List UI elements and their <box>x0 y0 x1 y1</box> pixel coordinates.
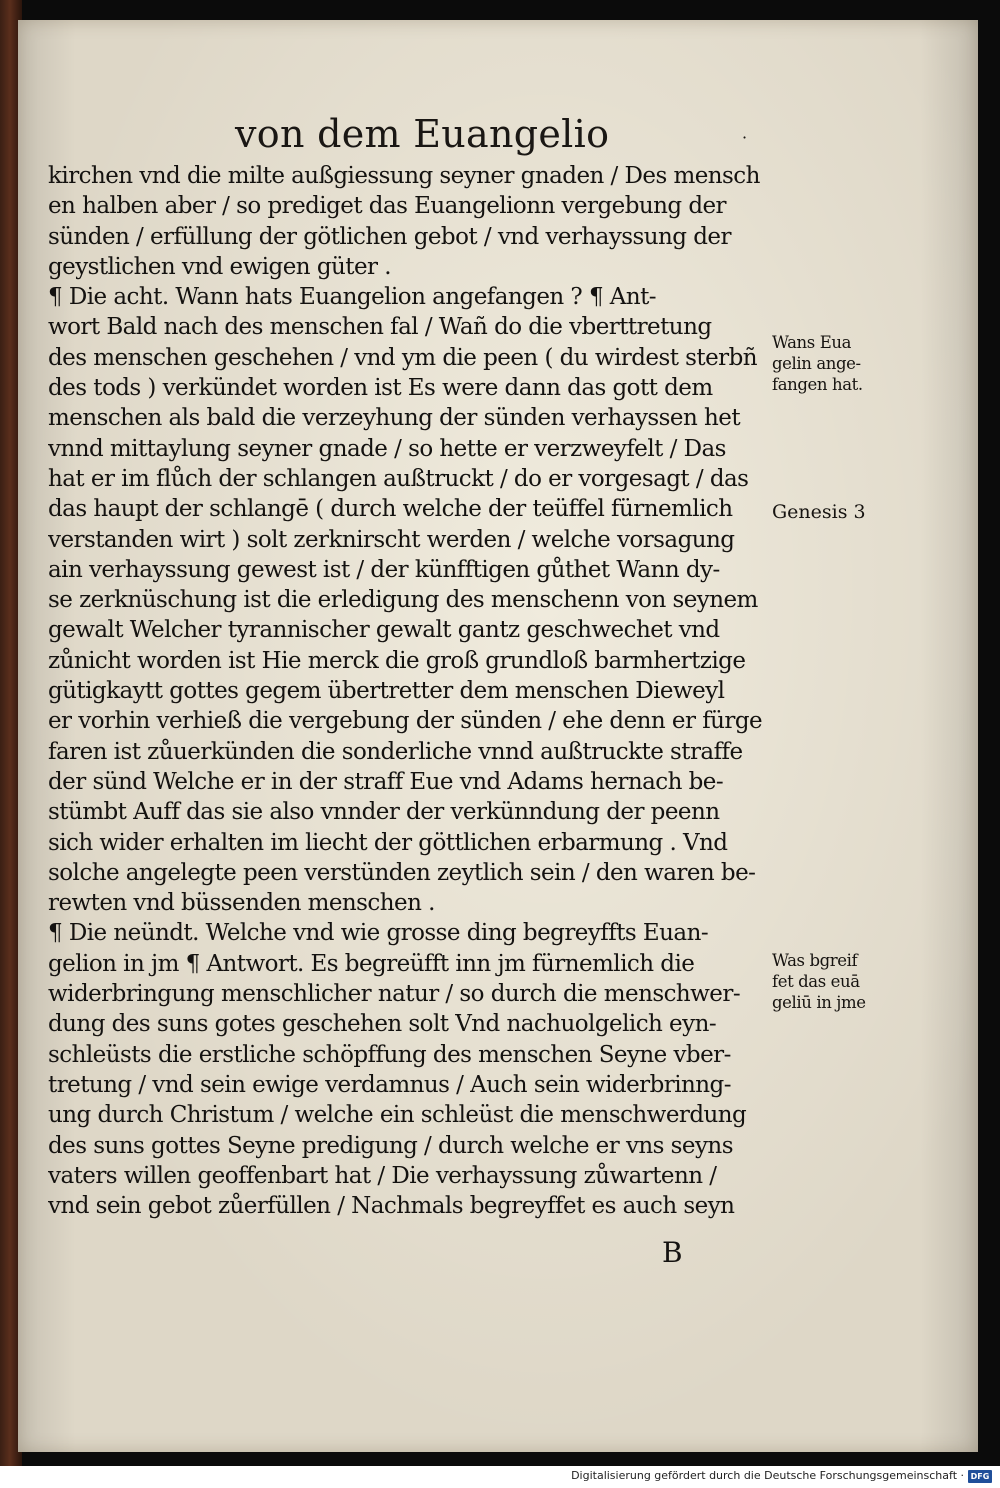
text-line: kirchen vnd die milte außgiessung seyner gnaden / Des mensch <box>48 163 760 189</box>
text-line: tretung / vnd sein ewige verdamnus / Auch sein widerbrinng- <box>48 1071 731 1098</box>
text-line: hat er im flůch der schlangen außtruckt / do er vorgesagt / das <box>48 465 749 492</box>
body-text-block <box>48 161 764 1221</box>
text-line: sünden / erfüllung der götlichen gebot / vnd verhayssung der <box>48 223 731 250</box>
text-line: solche angelegte peen verstünden zeytlich sein / den waren be- <box>48 859 756 886</box>
text-line: vnnd mittaylung seyner gnade / so hette er verzweyfelt / Das <box>48 435 726 462</box>
margin-note-3 <box>772 950 866 1013</box>
margin-note-line: Wans Eua <box>772 333 852 352</box>
text-line: zůnicht worden ist Hie merck die groß grundloß barmhertzige <box>48 647 746 674</box>
folio-mark: · <box>742 128 748 147</box>
text-line: rewten vnd büssenden menschen . <box>48 890 435 917</box>
text-line: faren ist zůuerkünden die sonderliche vnnd außtruckte straffe <box>48 738 743 765</box>
text-line: des suns gottes Seyne predigung / durch welche er vns seyns <box>48 1132 733 1159</box>
margin-note-line: geliū in jme <box>772 993 866 1012</box>
text-line: vaters willen geoffenbart hat / Die verhayssung zůwartenn / <box>48 1162 717 1189</box>
text-line: des menschen geschehen / vnd ym die peen ( du wirdest sterbñ <box>48 344 758 371</box>
text-line: schleüsts die erstliche schöpffung des menschen Seyne vber- <box>48 1041 731 1068</box>
funding-credit: Digitalisierung gefördert durch die Deutsche Forschungsgemeinschaft · <box>571 1469 964 1482</box>
text-line: des tods ) verkündet worden ist Es were dann das gott dem <box>48 375 713 402</box>
text-line: stümbt Auff das sie also vnnder der verkünndung der peenn <box>48 799 720 826</box>
text-line: en halben aber / so prediget das Euangelionn vergebung der <box>48 193 727 220</box>
text-line: ¶ Die acht. Wann hats Euangelion angefangen ? ¶ Ant- <box>48 284 657 311</box>
margin-note-line: Was bgreif <box>772 951 858 970</box>
text-line: ung durch Christum / welche ein schleüst die menschwerdung <box>48 1102 747 1129</box>
text-line: ain verhayssung gewest ist / der künfftigen gůthet Wann dy- <box>48 556 720 583</box>
text-line: er vorhin verhieß die vergebung der sünden / ehe denn er fürge <box>48 708 763 735</box>
margin-note-1 <box>772 332 863 395</box>
text-line: widerbringung menschlicher natur / so durch die menschwer- <box>48 981 741 1008</box>
text-line: gewalt Welcher tyrannischer gewalt gantz geschwechet vnd <box>48 617 720 644</box>
text-line: se zerknüschung ist die erledigung des menschenn von seynem <box>48 587 758 614</box>
text-line: sich wider erhalten im liecht der göttlichen erbarmung . Vnd <box>48 829 728 856</box>
margin-note-line: gelin ange- <box>772 354 861 373</box>
text-line: verstanden wirt ) solt zerknirscht werden / welche vorsagung <box>48 526 735 553</box>
text-line: geystlichen vnd ewigen güter . <box>48 253 391 280</box>
text-line: dung des suns gotes geschehen solt Vnd nachuolgelich eyn- <box>48 1011 717 1038</box>
margin-note-line: fangen hat. <box>772 375 863 394</box>
running-header: von dem Euangelio <box>235 112 610 156</box>
margin-note-genesis: Genesis 3 <box>772 501 866 523</box>
text-line: das haupt der schlangē ( durch welche der teüffel fürnemlich <box>48 496 733 523</box>
text-line: menschen als bald die verzeyhung der sünden verhayssen het <box>48 405 741 432</box>
text-line: ¶ Die neündt. Welche vnd wie grosse ding begreyffts Euan- <box>48 920 709 947</box>
text-line: wort Bald nach des menschen fal / Wañ do die vberttretung <box>48 314 712 341</box>
dfg-logo-icon: DFG <box>968 1470 992 1483</box>
text-line: gütigkaytt gottes gegem übertretter dem menschen Dieweyl <box>48 678 725 705</box>
text-line: gelion in jm ¶ Antwort. Es begreüfft inn jm fürnemlich die <box>48 950 695 977</box>
text-line: vnd sein gebot zůerfüllen / Nachmals begreyffet es auch seyn <box>48 1193 735 1220</box>
signature-mark: B <box>662 1236 683 1269</box>
margin-note-line: fet das euā <box>772 972 860 991</box>
text-line: der sünd Welche er in der straff Eue vnd Adams hernach be- <box>48 768 724 795</box>
